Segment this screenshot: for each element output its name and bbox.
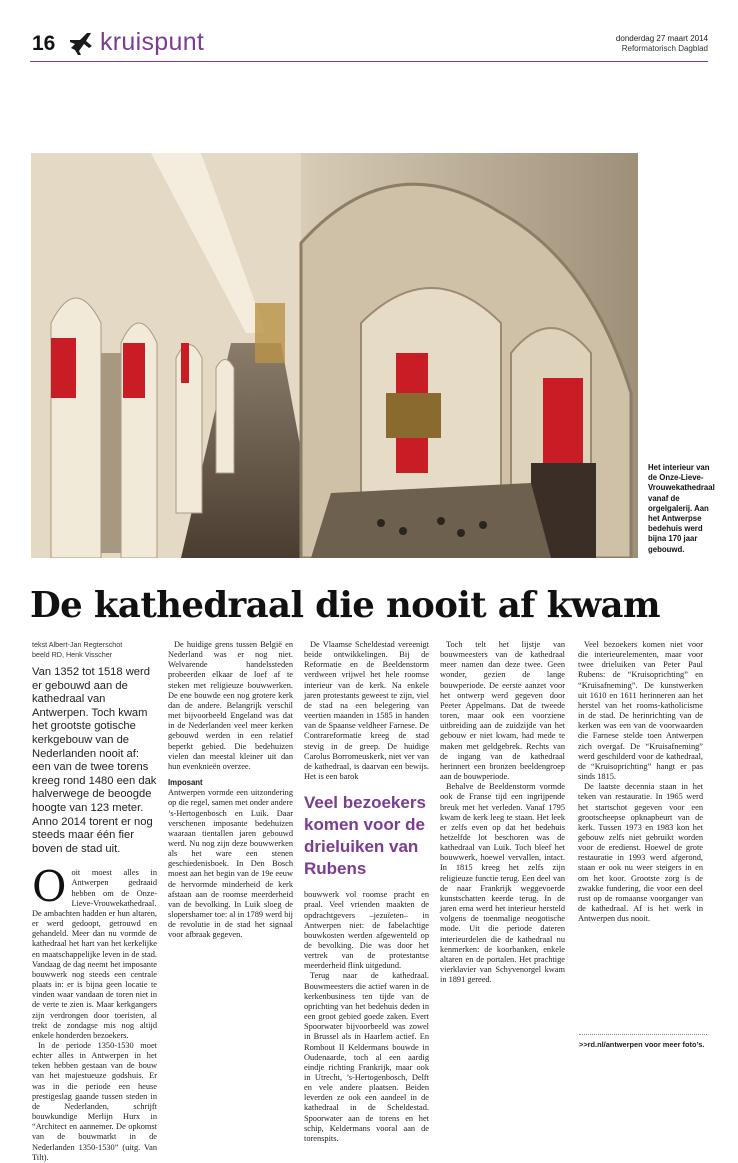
more-photos-link[interactable]: >>rd.nl/antwerpen voor meer foto’s. xyxy=(579,1040,705,1049)
article-column-5 xyxy=(578,640,703,924)
credits-photo: beeld RD, Henk Visscher xyxy=(32,650,113,659)
paragraph: bouwwerk vol roomse pracht en praal. Veel vrienden maakten de opdrachtgevers –jezuïeten– in Antwerpen niet: de fabelachtige bouwkosten werden afgewenteld op de bevolking. Die was door het vertrek van de protestantse meerderheid flink uitgedund. xyxy=(304,890,429,971)
paragraph-text: oit moest alles in Antwerpen gedraaid hebben om de Onze-Lieve-Vrouwekathedraal. De ambachten hadden er hun altaren, er werd gedoopt, getrouwd en gehandeld. Meer dan nu vormde de kathedraal het hart van het kerkelijke en maatschappelijke leven in de stad. Vandaag de dag neemt het imposante bouwwerk nog steeds een centrale plaats in: er is bijna geen locatie te vinden waar vandaan de toren niet in de verte te zien is. Maar kerkgangers zijn verdrongen door toeristen, al trekt de zondagse mis nog altijd enkele honderden bezoekers. xyxy=(32,868,157,1040)
airplane-icon xyxy=(68,31,94,57)
edition-info xyxy=(616,34,708,54)
article-column-1 xyxy=(32,640,157,1163)
drop-cap: O xyxy=(32,862,67,912)
paragraph: De huidige grens tussen België en Nederland was er nog niet. Welvarende handelssteden probeerden elkaar de loef af te steken met religieuze bouwwerken. De ene bouwde een nog grotere kerk dan de andere. Belangrijk verschil met bijvoorbeeld Engeland was dat in de Nederlanden veel meer kerken gebouwd werden in een relatief beperkt gebied. Die bedehuizen vielen dan meestal kleiner uit dan hun evenknieën overzee. xyxy=(168,640,293,771)
header-divider xyxy=(30,61,708,62)
paragraph: Behalve de Beeldenstorm vormde ook de Franse tijd een ingrijpende breuk met het verleden. Vanaf 1795 kwam de kerk leeg te staan. Het leek er zelfs even op dat het bedehuis hetzelfde lot beschoren was de kathedraal van Luik. Toch bleef het bouwwerk, hoewel vervallen, intact. In 1815 kreeg het zelfs zijn religieuze functie terug. Een deel van de naar Frankrijk weggevoerde kunstschatten keerde terug. In de jaren erna werd het interieur hersteld volgens de toenmalige neogotische mode. Uit die periode dateren interieurdelen die de kathedraal nu kenmerken: de koorbanken, enkele altaren en de portalen. Het prachtige vierklavier van Schyvenorgel kwam in 1891 gereed. xyxy=(440,782,565,985)
publication-name: Reformatorisch Dagblad xyxy=(621,44,708,53)
article-intro: Van 1352 tot 1518 werd er gebouwd aan de kathedraal van Antwerpen. Toch kwam het grootste gotische kerkgebouw van de Nederlanden nooit af: een van de twee torens kreeg rond 1480 een dak halverwege de beoogde hoogte van 123 meter. Anno 2014 torent er nog steeds maar één fier boven de stad uit. xyxy=(32,666,157,855)
paragraph: Terug naar de kathedraal. Bouwmeesters die actief waren in de kerkenbusiness ten tijde van de oprichting van het bedehuis deden in een groot gebied goede zaken. Evert Spoorwater bijvoorbeeld was zowel in Brussel als in Haarlem actief. En Rombout II Keldermans bouwde in Oudenaarde, toch al een aardig eindje richting Frankrijk, maar ook in Utrecht, ’s-Hertogenbosch, Delft en vele andere plaatsen. Beiden leverden ze ook een aandeel in de kathedraal in de Scheldestad. Spoorwater aan de torens en het schip, Keldermans vooral aan de torenspits. xyxy=(304,971,429,1143)
section-title: kruispunt xyxy=(100,28,205,56)
article-headline: De kathedraal die nooit af kwam xyxy=(30,585,660,626)
paragraph: Toch telt het lijstje van bouwmeesters van de kathedraal meer namen dan deze twee. Geen wonder, gezien de lange bouwperiode. De eerste aanzet voor het ontwerp werd gegeven door Peeter Appelmans. Dat de tweede toren, maar ook een voorziene uitbreiding aan de zuidzijde van het gebouw er niet kwam, had mede te maken met geldgebrek. Rechts van de ingang van de kathedraal herinnert een bronzen beeldengroep aan de bouwperiode. xyxy=(440,640,565,782)
paragraph: Veel bezoekers komen niet voor die interieurelementen, maar voor twee drieluiken van Peter Paul Rubens: de “Kruisoprichting” en “Kruisafneming”. De kunstwerken uit 1610 en 1611 herinneren aan het herstel van het rooms-katholicisme in de stad. De herinrichting van de kerken was een van de voorwaarden die Farnese stelde toen Antwerpen zich overgaf. De “Kruisafneming” werd geschilderd voor de kathedraal, de “Kruisoprichting” hangt er pas sinds 1815. xyxy=(578,640,703,782)
cathedral-interior-photo xyxy=(31,153,638,558)
article-column-4 xyxy=(440,640,565,985)
photo-caption: Het interieur van de Onze-Lieve-Vrouwekathedraal vanaf de orgelgalerij. Aan het Antwerpse bedehuis werd bijna 170 jaar gebouwd. xyxy=(648,463,715,554)
paragraph: De Vlaamse Scheldestad vereenigt beide ontwikkelingen. Bij de Reformatie en de Beeldenstorm verdween vrijwel het hele roomse interieur van de kerk. Na enkele jaren protestants geweest te zijn, viel de stad na een belegering van veertien maanden in 1585 in handen van de Spaanse veldheer Farnese. De Contrareformatie kreeg de stad stevig in de greep. De huidige Carolus Borromeuskerk, niet ver van de kathedraal, is daarvan een bewijs. Het is een barok xyxy=(304,640,429,782)
paragraph: In de periode 1350-1530 moet echter alles in Antwerpen in het teken hebben gestaan van de bouw van het majestueuze godshuis. Er was in die periode een heuse prestigeslag gaande tussen steden in de Nederlanden, schrijft bouwkundige Merlijn Hurx in “Architect en aannemer. De opkomst van de bouwmarkt in de Nederlanden 1350-1530” (uitg. Van Tilt). xyxy=(32,1040,157,1162)
pull-quote: Veel bezoekers komen voor de drieluiken van Rubens xyxy=(304,793,426,879)
paragraph xyxy=(32,862,157,1041)
edition-date: donderdag 27 maart 2014 xyxy=(615,34,708,43)
subheading: Imposant xyxy=(168,778,203,788)
page-header xyxy=(30,28,708,60)
more-divider xyxy=(579,1034,707,1035)
paragraph: Antwerpen vormde een uitzondering op die regel, samen met onder andere ’s-Hertogenbosch en Luik. Daar verschenen imposante bedehuizen waaraan tientallen jaren gebouwd werd. Nu nog zijn deze bouwwerken als het ware een stenen geschiedenisboek. In Den Bosch moest aan het begin van de 19e eeuw de hervormde minderheid de kerk afstaan aan de roomse meerderheid van de bevolking. In Luik sloeg de slopershamer toe: al in 1789 werd bij de revolutie in de stad het signaal voor afbraak gegeven. xyxy=(168,788,293,940)
article-column-3 xyxy=(304,640,429,1144)
page-number: 16 xyxy=(32,32,56,55)
article-credits xyxy=(32,640,157,660)
paragraph: De laatste decennia staan in het teken van restauratie. In 1965 werd het startschot gegeven voor een grootscheepse opknapbeurt van de kerk. Tussen 1973 en 1983 kon het gebouw zelfs niet gebruikt worden voor de eredienst. Hoewel de grote restauratie in 1993 werd afgerond, staan er ook nu weer steigers in en om het koor. Grootste zorg is de zwakke fundering, die voor een deel rust op de romaanse voorganger van de kathedraal. Af is het werk in Antwerpen dus nooit. xyxy=(578,782,703,924)
credits-text: tekst Albert-Jan Regterschot xyxy=(32,640,123,649)
article-column-2 xyxy=(168,640,293,941)
